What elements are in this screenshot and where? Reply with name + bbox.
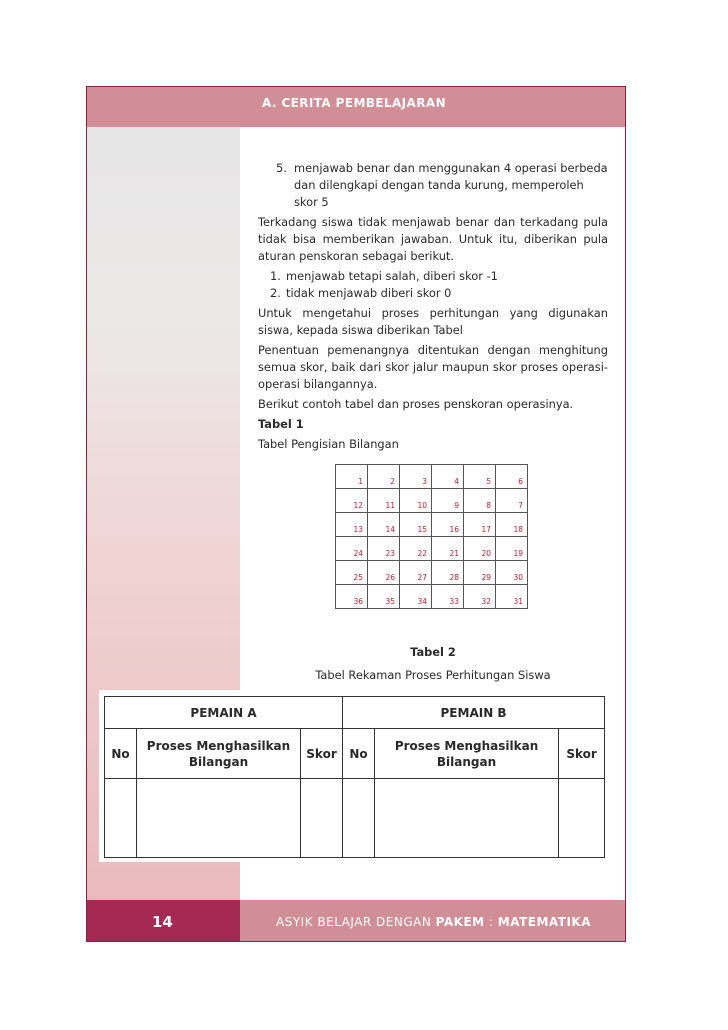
grid-cell: 7 [496,489,528,513]
grid-cell: 36 [336,585,368,609]
main-content [258,160,608,456]
table2-heading [258,644,608,684]
grid-cell: 34 [400,585,432,609]
list-item [258,285,608,302]
grid-cell: 2 [368,465,400,489]
table2-label: Tabel 2 [410,645,456,659]
page-number: 14 [152,913,173,931]
cell-empty [375,779,559,858]
player-b-header: PEMAIN B [343,697,605,729]
grid-cell: 21 [432,537,464,561]
list-text: menjawab tetapi salah, diberi skor -1 [286,269,498,283]
col-no-b: No [343,729,375,779]
section-title: A. CERITA PEMBELAJARAN [262,96,447,110]
grid-cell: 1 [336,465,368,489]
cell-empty [559,779,605,858]
footer-prefix: ASYIK BELAJAR DENGAN [276,915,432,929]
table2-caption: Tabel Rekaman Proses Perhitungan Siswa [315,668,551,682]
grid-cell: 32 [464,585,496,609]
grid-cell: 35 [368,585,400,609]
grid-cell: 8 [464,489,496,513]
paragraph: Terkadang siswa tidak menjawab benar dan terkadang pula tidak bisa memberikan jawaban. Untuk itu, diberikan pula aturan penskoran sebagai berikut. [258,215,608,263]
grid-cell: 19 [496,537,528,561]
grid-cell: 12 [336,489,368,513]
grid-cell: 13 [336,513,368,537]
player-a-header: PEMAIN A [105,697,343,729]
grid-cell: 14 [368,513,400,537]
grid-cell: 10 [400,489,432,513]
grid-cell: 28 [432,561,464,585]
paragraph: Untuk mengetahui proses perhitungan yang digunakan siswa, kepada siswa diberikan Tabel [258,306,608,337]
grid-cell: 22 [400,537,432,561]
table2-container [99,690,607,862]
grid-cell: 17 [464,513,496,537]
col-score-a: Skor [301,729,343,779]
table1-label: Tabel 1 [258,417,304,431]
col-no-a: No [105,729,137,779]
list-number: 2. [270,286,281,300]
list-item [258,268,608,285]
cell-empty [301,779,343,858]
paragraph: Berikut contoh tabel dan proses penskoran operasinya. [258,397,574,411]
grid-cell: 6 [496,465,528,489]
grid-cell: 16 [432,513,464,537]
footer-subject: MATEMATIKA [497,915,592,929]
list-text: menjawab benar dan menggunakan 4 operasi berbeda dan dilengkapi dengan tanda kurung, memperoleh skor 5 [294,161,608,209]
grid-cell: 18 [496,513,528,537]
footer-sep: : [488,915,494,929]
list-text: tidak menjawab diberi skor 0 [286,286,452,300]
grid-row [336,465,528,489]
scoring-rules-list [258,268,608,302]
cell-empty [105,779,137,858]
list-item [258,160,608,211]
grid-row [336,513,528,537]
grid-cell: 27 [400,561,432,585]
cell-empty [343,779,375,858]
grid-cell: 29 [464,561,496,585]
list-number: 1. [270,269,281,283]
col-score-b: Skor [559,729,605,779]
col-process-b: Proses Menghasilkan Bilangan [375,729,559,779]
grid-row [336,489,528,513]
grid-cell: 9 [432,489,464,513]
footer-title [276,915,591,929]
grid-cell: 26 [368,561,400,585]
list-number: 5. [276,161,287,175]
col-process-a: Proses Menghasilkan Bilangan [137,729,301,779]
grid-cell: 11 [368,489,400,513]
grid-cell: 23 [368,537,400,561]
grid-row [336,537,528,561]
number-grid-table [335,464,528,609]
grid-row [336,561,528,585]
table1-caption: Tabel Pengisian Bilangan [258,437,399,451]
grid-cell: 5 [464,465,496,489]
record-table [104,696,605,858]
grid-cell: 15 [400,513,432,537]
grid-cell: 31 [496,585,528,609]
grid-cell: 30 [496,561,528,585]
footer-pakem: PAKEM [435,915,485,929]
grid-row [336,585,528,609]
score-list-top [258,160,608,211]
grid-cell: 4 [432,465,464,489]
grid-cell: 3 [400,465,432,489]
grid-cell: 20 [464,537,496,561]
grid-cell: 25 [336,561,368,585]
paragraph: Penentuan pemenangnya ditentukan dengan menghitung semua skor, baik dari skor jalur maupun skor proses operasi-operasi bilangannya. [258,343,608,391]
grid-cell: 33 [432,585,464,609]
cell-empty [137,779,301,858]
grid-cell: 24 [336,537,368,561]
